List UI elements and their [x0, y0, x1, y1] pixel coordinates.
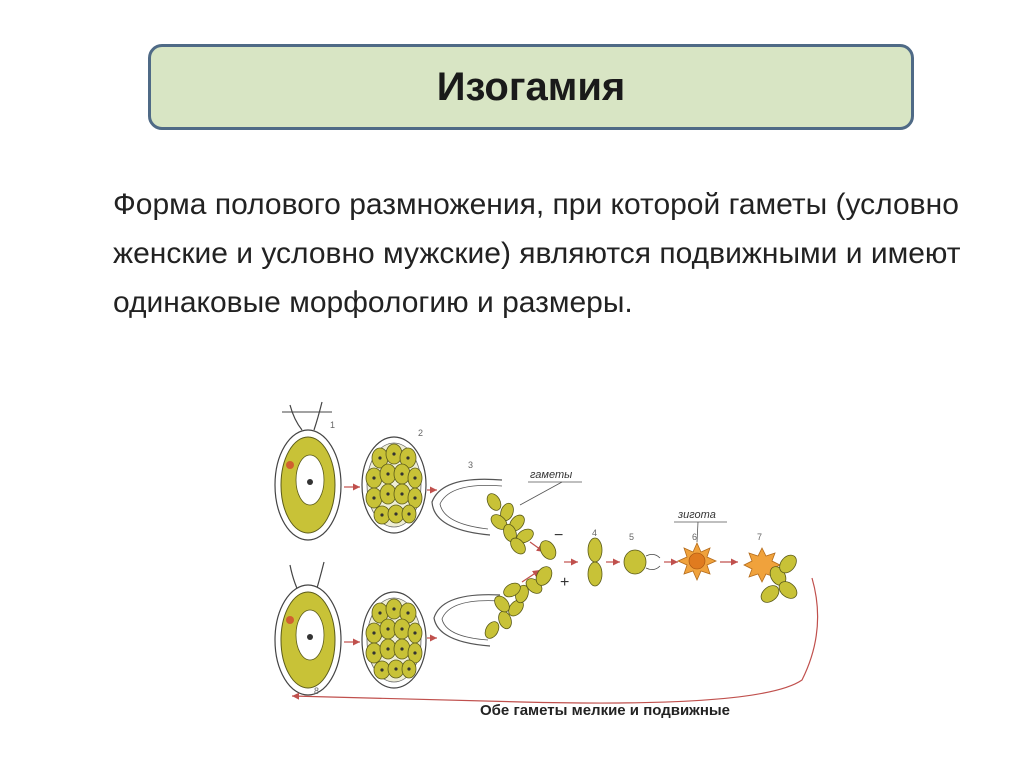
parent-cell-bottom: [275, 562, 341, 695]
stage-number-3: 3: [468, 460, 474, 470]
zygote-label-text: зигота: [678, 509, 716, 521]
released-gametes-bottom: [434, 570, 545, 646]
plus-sign: +: [560, 574, 570, 591]
title-box: [148, 44, 914, 130]
definition-text: Форма полового размножения, при которой гаметы (условно женские и условно мужские) являются подвижными и имеют одинаковые морфологию и размеры.: [113, 188, 961, 319]
stage-number-7: 7: [757, 532, 763, 542]
gametangium-bottom: [362, 592, 426, 688]
released-gametes-top: [432, 479, 544, 557]
fusion-stage-5: [624, 550, 678, 574]
isogamy-diagram: [222, 390, 872, 730]
gametes-label: [520, 469, 582, 505]
stage-number-2: 2: [418, 428, 424, 438]
stage-number-5: 5: [629, 532, 635, 542]
slide-title: Изогамия: [436, 64, 626, 109]
germinating-zygote: [744, 548, 800, 606]
diagram-caption: Обе гаметы мелкие и подвижные: [480, 702, 731, 719]
fusion-stage-4: [588, 538, 620, 586]
stage-number-1: 1: [330, 420, 336, 430]
stage-number-8: 8: [314, 686, 320, 696]
zygote: [678, 543, 738, 580]
gametangium-top: [362, 437, 426, 533]
stage-number-6: 6: [692, 532, 698, 542]
minus-sign: −: [554, 527, 564, 544]
gametes-label-text: гаметы: [530, 469, 573, 481]
stage-number-4: 4: [592, 528, 598, 538]
fusing-gametes: [533, 527, 578, 591]
zygote-label: [674, 509, 727, 542]
